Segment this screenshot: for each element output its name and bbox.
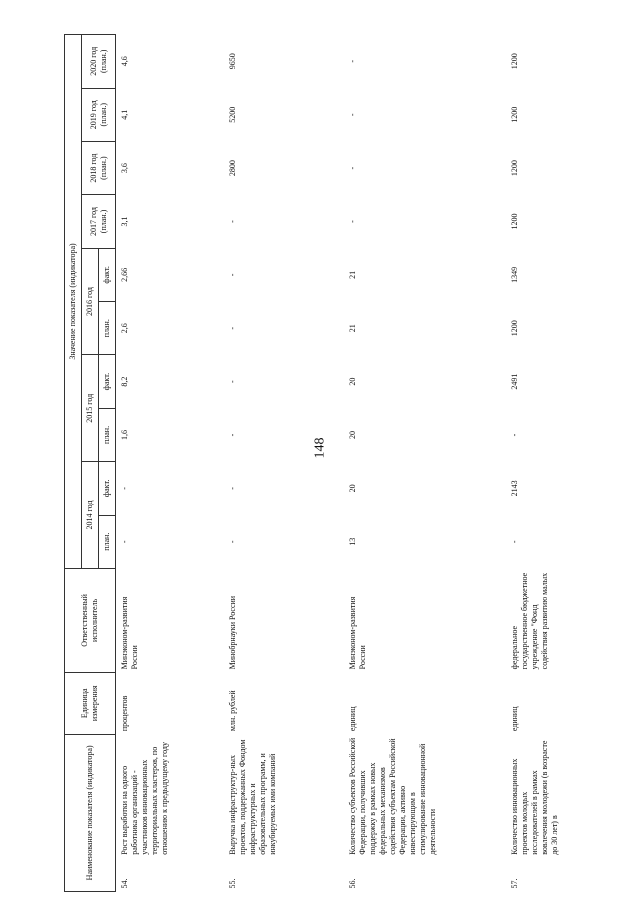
- indicator-name: Рост выработки на одного работника организаций - участников инновационных территориальных кластеров, по отношению к предыдущему году: [120, 742, 169, 855]
- value-2018-plan: -: [348, 166, 357, 170]
- table-body: [116, 35, 621, 892]
- indicator-name: Выручка инфраструктур-ных проектов, поддержанных Фондом инфраструктурных и образовательных программ, и инкубируемых ими компаний: [228, 739, 277, 855]
- unit-cell: единиц: [348, 706, 357, 732]
- table-header: [65, 35, 116, 892]
- value-2016-plan: -: [228, 326, 237, 330]
- unit-cell: процентов: [120, 695, 129, 732]
- header-year-2015: 2015 год: [82, 355, 99, 462]
- table-row: [342, 35, 504, 892]
- header-year-2019: 2019 год (план.): [82, 88, 116, 141]
- table-row: [116, 35, 223, 892]
- indicators-table: [64, 34, 620, 892]
- table-row: [222, 35, 342, 892]
- value-2015-fact: 20: [348, 377, 357, 386]
- value-2018-plan: 3,6: [120, 163, 129, 174]
- unit-cell: млн. рублей: [228, 690, 237, 732]
- value-2014-fact: -: [120, 487, 129, 490]
- value-2019-plan: -: [348, 113, 357, 117]
- value-2017-plan: -: [228, 220, 237, 223]
- header-year-2020: 2020 год (план.): [82, 35, 116, 89]
- executor-cell: Минэконом-развития России: [120, 596, 139, 670]
- value-2018-plan: 1200: [510, 160, 519, 177]
- value-2014-fact: -: [228, 487, 237, 490]
- value-2017-plan: -: [348, 220, 357, 223]
- header-2014-plan: план.: [99, 515, 116, 568]
- header-2015-plan: план.: [99, 408, 116, 461]
- header-unit: Единица измерения: [65, 672, 116, 734]
- value-2019-plan: 4,1: [120, 109, 129, 120]
- value-2015-fact: 2491: [510, 373, 519, 390]
- header-2014-fact: факт.: [99, 462, 116, 515]
- value-2015-plan: 1,6: [120, 429, 129, 440]
- header-indicator-name: Наименование показателя (индикатора): [65, 734, 116, 891]
- header-year-2014: 2014 год: [82, 462, 99, 569]
- value-2016-fact: 1349: [510, 266, 519, 283]
- executor-cell: федеральное государственное бюджетное учреждение "Фонд содействия развитию малых: [510, 572, 549, 670]
- header-2016-plan: план.: [99, 302, 116, 355]
- indicator-name: Количество инновационных проектов молодых исследователей в рамках вовлечения молодежи (в возрасте до 30 лет) в: [510, 740, 559, 855]
- row-number: 55.: [228, 878, 237, 889]
- value-2014-plan: 13: [348, 537, 357, 546]
- value-2020-plan: 1200: [510, 53, 519, 70]
- header-executor: Ответственный исполнитель: [65, 568, 116, 672]
- value-2019-plan: 5200: [228, 106, 237, 123]
- rotated-table-container: [64, 34, 616, 892]
- header-2016-fact: факт.: [99, 248, 116, 301]
- header-year-2018: 2018 год (план.): [82, 141, 116, 194]
- value-2017-plan: 1200: [510, 213, 519, 230]
- value-2020-plan: 4,6: [120, 56, 129, 67]
- value-2016-fact: 2,66: [120, 267, 129, 282]
- row-number: 57.: [510, 878, 519, 889]
- unit-cell: единиц: [510, 706, 519, 732]
- value-2016-fact: -: [228, 273, 237, 277]
- header-2015-fact: факт.: [99, 355, 116, 408]
- indicator-name: Количество субъектов Российской Федерации, получивших поддержку в рамках новых федеральных механизмов содействия субъектам Российской Федерации, активно инвестирующим в стимулирование инновационной деятельности: [348, 737, 437, 855]
- header-year-2016: 2016 год: [82, 248, 99, 355]
- page-number-text: 148: [312, 437, 327, 459]
- row-number: 54.: [120, 878, 129, 889]
- value-2016-fact: 21: [348, 270, 357, 279]
- value-2014-fact: 20: [348, 484, 357, 493]
- value-2014-plan: -: [228, 540, 237, 544]
- value-2016-plan: 1200: [510, 320, 519, 337]
- value-2015-fact: -: [228, 380, 237, 383]
- value-2014-plan: -: [510, 540, 519, 544]
- value-2016-plan: 2,6: [120, 323, 129, 334]
- value-2014-fact: 2143: [510, 480, 519, 497]
- header-year-2017: 2017 год (план.): [82, 195, 116, 248]
- header-values-group: Значение показателя (индикатора): [65, 35, 82, 569]
- value-2015-plan: 20: [348, 430, 357, 439]
- executor-cell: Минобрнауки России: [228, 595, 237, 670]
- value-2017-plan: 3,1: [120, 216, 129, 227]
- value-2015-plan: -: [228, 433, 237, 437]
- value-2019-plan: 1200: [510, 106, 519, 123]
- value-2015-plan: -: [510, 433, 519, 437]
- value-2018-plan: 2800: [228, 160, 237, 177]
- executor-cell: Минэконом-развития России: [348, 596, 367, 670]
- value-2015-fact: 8,2: [120, 376, 129, 387]
- value-2016-plan: 21: [348, 324, 357, 333]
- row-number: 56.: [348, 878, 357, 889]
- value-2020-plan: 9650: [228, 53, 237, 70]
- value-2020-plan: -: [348, 59, 357, 63]
- value-2014-plan: -: [120, 540, 129, 544]
- table-row: [504, 35, 620, 892]
